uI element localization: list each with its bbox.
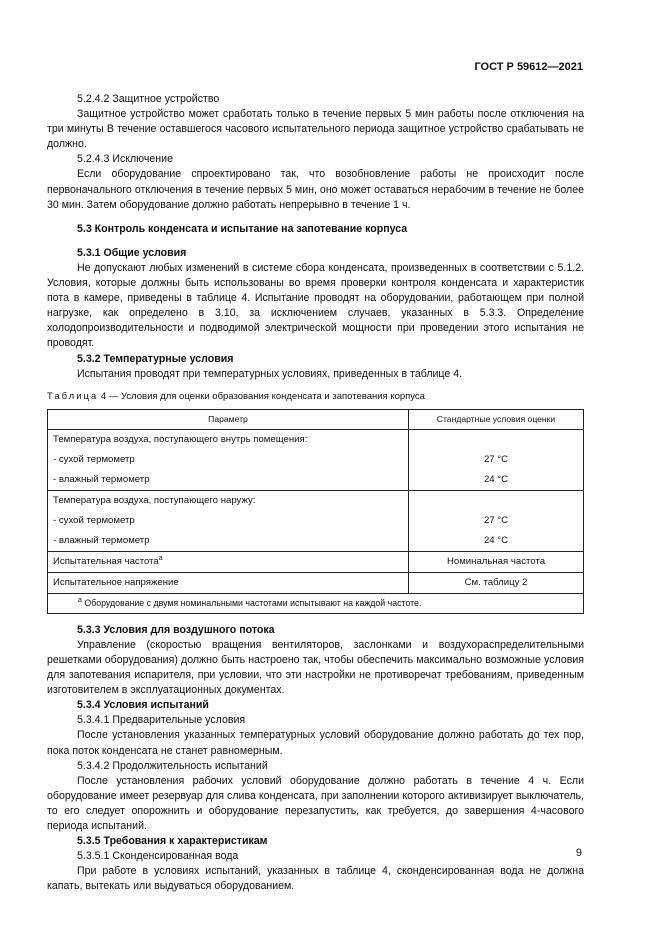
indoor-dry-bulb-value: 27 °С — [483, 453, 509, 465]
table-row — [48, 429, 584, 490]
subsection-heading-5-3-1: 5.3.1 Общие условия — [77, 246, 187, 259]
section-heading-5-3: 5.3 Контроль конденсата и испытание на запотевание корпуса — [77, 222, 408, 235]
subsection-heading-5-3-5: 5.3.5 Требования к характеристикам — [77, 835, 268, 848]
subsection-heading-5-3-2: 5.3.2 Температурные условия — [77, 352, 234, 365]
test-frequency-value: Номинальная частота — [446, 555, 546, 567]
paragraph-5-3-4-1: После установления указанных температурных условий оборудование должно работать до тех пор, пока поток конденсата не станет равномерным. — [47, 729, 584, 757]
outdoor-dry-bulb-value: 27 °С — [483, 514, 509, 526]
indoor-air-temperature-label: Температура воздуха, поступающего внутрь помещения: — [53, 433, 308, 445]
table-caption-text: 4 — Условия для оценки образования конденсата и запотевания корпуса — [98, 390, 425, 402]
paragraph-5-3-4-2: После установления рабочих условий оборудование должно работать в течение 4 ч. Если оборудование имеет резервуар для слива конденсата, при заполнении которого активизирует выключатель, то его следует опорожнить и оборудование перезапустить, как требуется, до завершения 4-часового периода испытаний. — [47, 774, 584, 832]
table-footnote: Оборудование с двумя номинальными частотами испытывают на каждой частоте. — [81, 597, 422, 608]
page-content — [47, 92, 584, 894]
test-voltage-label: Испытательное напряжение — [53, 576, 179, 588]
subsection-heading-5-3-4-1: 5.3.4.1 Предварительные условия — [77, 714, 246, 727]
column-header-standard-conditions: Стандартные условия оценки — [409, 409, 584, 429]
test-voltage-value: См. таблицу 2 — [464, 576, 528, 588]
footnote-marker: a — [158, 554, 163, 562]
indoor-wet-bulb-label: - влажный термометр — [53, 473, 150, 485]
subsection-heading-5-3-5-1: 5.3.5.1 Сконденсированная вода — [77, 850, 239, 863]
indoor-dry-bulb-label: - сухой термометр — [53, 453, 135, 465]
paragraph-5-2-4-3: Если оборудование спроектировано так, что возобновление работы не происходит после первоначального отключения в течение первых 5 мин, оно может оставаться нерабочим в течение не более 30 мин. Затем оборудование должно работать непрерывно в течение 1 ч. — [47, 168, 584, 211]
paragraph-5-3-5-1: При работе в условиях испытаний, указанных в таблице 4, сконденсированная вода не должна капать, вытекать или выдуваться оборудованием. — [47, 865, 584, 893]
table-caption — [47, 389, 584, 404]
table-footnote-row — [48, 593, 584, 613]
outdoor-dry-bulb-label: - сухой термометр — [53, 514, 135, 526]
page-number: 9 — [575, 847, 582, 859]
footnote-marker: a — [78, 596, 82, 604]
subsection-heading-5-3-3: 5.3.3 Условия для воздушного потока — [77, 623, 275, 636]
paragraph-5-3-3: Управление (скоростью вращения вентиляторов, заслонками и воздухораспределительными решетками оборудования) должно быть настроено так, чтобы обеспечить максимально возможные условия для запотевания испарителя, при условии, что эти настройки не противоречат требованиям, приведенным изготовителем в эксплуатационных документах. — [47, 638, 584, 697]
subsection-heading-5-2-4-3: 5.2.4.3 Исключение — [77, 153, 173, 166]
outdoor-air-temperature-label: Температура воздуха, поступающего наружу: — [53, 494, 256, 506]
indoor-wet-bulb-value: 24 °С — [483, 473, 509, 485]
subsection-heading-5-3-4-2: 5.3.4.2 Продолжительность испытаний — [77, 759, 268, 772]
table-row — [48, 551, 584, 572]
outdoor-wet-bulb-value: 24 °С — [483, 534, 509, 546]
paragraph-5-3-2: Испытания проводят при температурных условиях, приведенных в таблице 4. — [77, 367, 463, 380]
test-frequency-label: Испытательная частота — [53, 555, 159, 567]
subsection-heading-5-3-4: 5.3.4 Условия испытаний — [77, 699, 209, 712]
table-row — [48, 572, 584, 593]
outdoor-wet-bulb-label: - влажный термометр — [53, 534, 150, 546]
subsection-heading-5-2-4-2: 5.2.4.2 Защитное устройство — [77, 93, 220, 105]
standard-designation: ГОСТ Р 59612—2021 — [474, 61, 583, 73]
table-row — [48, 490, 584, 551]
conditions-table — [47, 409, 584, 614]
paragraph-5-3-1: Не допускают любых изменений в системе сбора конденсата, произведенных в соответствии с 5.1.2. Условия, которые должны быть использованы во время проверки контроля конденсата и характеристик пота в камере, приведены в таблице 4. Испытание проводят на оборудовании, работающем при полной нагрузке, как определено в 3.10, за исключением случаев, указанных в 5.3.3. Определение холодопроизводительности и подводимой электрической мощности при проведении этого испытания не проводят. — [47, 261, 584, 350]
table-header-row — [48, 409, 584, 429]
table-caption-label: Таблица — [47, 390, 99, 402]
column-header-parameter: Параметр — [48, 409, 409, 429]
paragraph-5-2-4-2: Защитное устройство может сработать только в течение первых 5 мин работы после отключения на три минуты В течение оставшегося часового испытательного периода защитное устройство срабатывать не должно. — [47, 108, 584, 151]
